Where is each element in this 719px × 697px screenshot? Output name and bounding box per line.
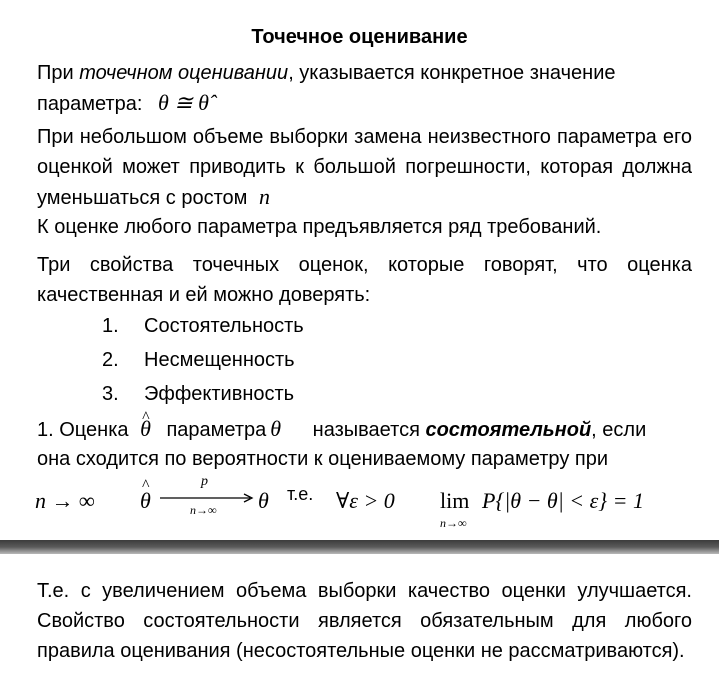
def-theta: θ	[270, 416, 282, 441]
list-item	[102, 345, 295, 375]
lim-sub: n→∞	[440, 516, 467, 530]
paragraph-consistency-summary: Т.е. с увеличением объема выборки качество оценки улучшается. Свойство состоятельности является обязательным для любого правила оценивания (несостоятельные оценки не рассматриваются).	[37, 580, 692, 662]
formula-forall	[336, 488, 395, 514]
paragraph-point-estimation	[37, 58, 616, 88]
definition-line2: она сходится по вероятности к оцениваемому параметру при	[37, 448, 608, 470]
forall-epsilon: ∀ε > 0	[336, 488, 395, 513]
paragraph-small-sample	[37, 122, 692, 213]
p1-formula: θ ≅ θ̂	[157, 90, 209, 115]
def-consistent: состоятельной	[425, 419, 592, 441]
conv-label-n-inf: n→∞	[190, 503, 217, 517]
paragraph-requirements: К оценке любого параметра предъявляется ряд требований.	[37, 216, 602, 238]
list-item-label: Эффективность	[144, 383, 295, 405]
p1-text-b: , указывается конкретное значение	[288, 62, 616, 84]
def-text-a: 1. Оценка	[37, 419, 129, 441]
formula-limit	[440, 488, 470, 530]
def-theta-hat: ^ θ	[140, 414, 151, 444]
conv-theta: θ	[258, 488, 269, 513]
list-item-number: 2.	[102, 349, 119, 371]
list-item-number: 3.	[102, 383, 119, 405]
formula-probability	[482, 488, 644, 514]
list-item	[102, 379, 294, 409]
paragraph-point-estimation-line2	[37, 88, 209, 119]
list-item-number: 1.	[102, 315, 119, 337]
p1-text-a: При	[37, 62, 80, 84]
definition-line1	[37, 414, 646, 445]
def-text-b: параметра	[166, 419, 267, 441]
page-title: Точечное оценивание	[251, 26, 468, 48]
list-item-label: Несмещенность	[144, 349, 295, 371]
formula-n-arrow-inf: n → ∞	[35, 488, 95, 513]
prob-expression: P{|θ − θ| < ε} = 1	[482, 488, 644, 513]
list-item	[102, 311, 304, 341]
convergence-arrow	[160, 476, 256, 516]
formula-conv-theta	[258, 488, 269, 514]
p1-parameter-label: параметра:	[37, 93, 143, 115]
def-text-c: называется	[312, 419, 420, 441]
def-text-d: , если	[591, 419, 647, 441]
lim: lim	[440, 488, 470, 513]
list-item-label: Состоятельность	[144, 315, 304, 337]
paragraph-three-properties: Три свойства точечных оценок, которые говорят, что оценка качественная и ей можно доверять:	[37, 254, 692, 306]
p1-emphasis: точечном оценивании	[79, 62, 289, 84]
arrow-right-icon	[160, 493, 256, 503]
p2-var-n: n	[258, 184, 270, 209]
formula-te: т.е.	[287, 484, 314, 504]
conv-label-p: p	[201, 474, 208, 489]
conv-theta-hat: ^ θ	[140, 488, 151, 514]
formula-convergence	[140, 488, 151, 514]
formula-n-to-infinity	[35, 488, 95, 514]
p2-text: При небольшом объеме выборки замена неизвестного параметра его оценкой может приводить к большой погрешности, которая должна уменьшаться с ростом	[37, 126, 692, 209]
slide-divider	[0, 540, 719, 554]
